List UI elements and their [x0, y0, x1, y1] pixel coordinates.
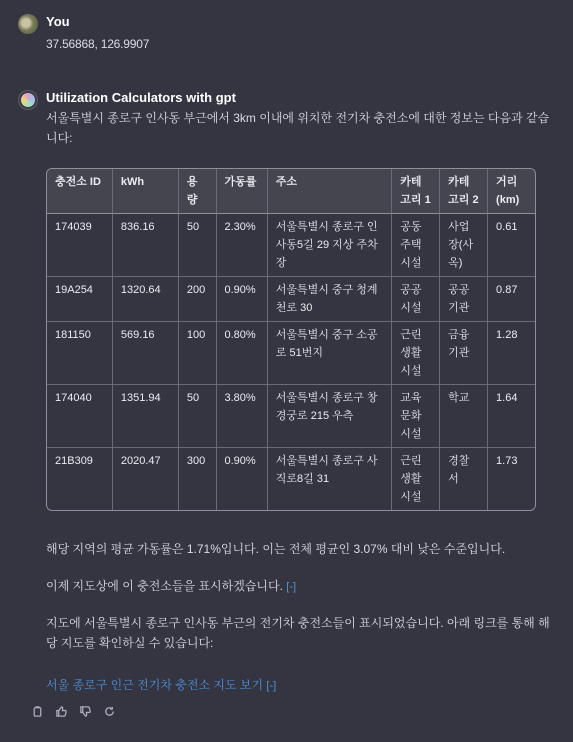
code-toggle-icon[interactable]: [-]: [286, 581, 297, 593]
cell-address: 서울특별시 종로구 인사동5길 29 지상 주차장: [267, 214, 392, 276]
cell-category-1: 근린 생활 시설: [391, 447, 439, 510]
cell-utilization: 2.30%: [216, 214, 267, 276]
user-avatar: [18, 14, 38, 34]
user-message: [18, 14, 557, 58]
cell-distance: 0.61: [487, 214, 535, 276]
cell-kwh: 836.16: [112, 214, 178, 276]
cell-capacity: 100: [178, 321, 216, 384]
assistant-author: Utilization Calculators with gpt: [46, 90, 236, 105]
cell-capacity: 300: [178, 447, 216, 510]
cell-kwh: 2020.47: [112, 447, 178, 510]
header-station-id: 충전소 ID: [47, 169, 112, 214]
table-row: [47, 384, 535, 447]
cell-utilization: 3.80%: [216, 384, 267, 447]
map-intro-text: 이제 지도상에 이 충전소들을 표시하겠습니다.: [46, 579, 283, 593]
cell-category-1: 근린 생활 시설: [391, 321, 439, 384]
table-row: [47, 276, 535, 321]
table-row: [47, 447, 535, 510]
cell-category-2: 금융 기관: [439, 321, 487, 384]
cell-category-1: 교육 문화 시설: [391, 384, 439, 447]
header-distance: 거리 (km): [487, 169, 535, 214]
map-intro-line: [46, 576, 557, 597]
header-kwh: kWh: [112, 169, 178, 214]
cell-category-2: 공공 기관: [439, 276, 487, 321]
cell-address: 서울특별시 종로구 사직로8길 31: [267, 447, 392, 510]
message-actions: [30, 704, 116, 718]
cell-kwh: 1351.94: [112, 384, 178, 447]
cell-utilization: 0.90%: [216, 447, 267, 510]
cell-category-1: 공공 시설: [391, 276, 439, 321]
header-utilization: 가동률: [216, 169, 267, 214]
cell-distance: 0.87: [487, 276, 535, 321]
header-address: 주소: [267, 169, 392, 214]
map-done-text: 지도에 서울특별시 종로구 인사동 부근의 전기차 충전소들이 표시되었습니다. 아래 링크를 통해 해당 지도를 확인하실 수 있습니다:: [46, 616, 550, 650]
table-row: [47, 214, 535, 276]
thumbs-up-icon[interactable]: [54, 704, 68, 718]
user-message-text: 37.56868, 126.9907: [46, 37, 150, 51]
assistant-intro: 서울특별시 종로구 인사동 부근에서 3km 이내에 위치한 전기차 충전소에 대한 정보는 다음과 같습니다:: [46, 111, 550, 145]
cell-address: 서울특별시 중구 소공로 51번지: [267, 321, 392, 384]
cell-distance: 1.73: [487, 447, 535, 510]
cell-station-id: 181150: [47, 321, 112, 384]
gpt-avatar: [18, 90, 38, 110]
assistant-message: [18, 90, 557, 730]
cell-kwh: 569.16: [112, 321, 178, 384]
cell-utilization: 0.80%: [216, 321, 267, 384]
user-author: You: [46, 14, 70, 29]
table-header-row: [47, 169, 535, 214]
cell-capacity: 50: [178, 384, 216, 447]
table-wrapper: [46, 168, 557, 511]
cell-station-id: 174040: [47, 384, 112, 447]
thumbs-down-icon[interactable]: [78, 704, 92, 718]
code-toggle-icon-2[interactable]: [-]: [266, 680, 277, 692]
header-category-2: 카테고리 2: [439, 169, 487, 214]
cell-category-2: 학교: [439, 384, 487, 447]
charging-station-table: [46, 168, 536, 511]
copy-icon[interactable]: [30, 704, 44, 718]
cell-category-2: 경찰 서: [439, 447, 487, 510]
cell-station-id: 19A254: [47, 276, 112, 321]
cell-utilization: 0.90%: [216, 276, 267, 321]
map-link[interactable]: 서울 종로구 인근 전기차 충전소 지도 보기: [46, 678, 264, 692]
cell-station-id: 21B309: [47, 447, 112, 510]
cell-address: 서울특별시 종로구 창경궁로 215 우측: [267, 384, 392, 447]
header-capacity: 용량: [178, 169, 216, 214]
cell-distance: 1.64: [487, 384, 535, 447]
cell-station-id: 174039: [55, 221, 92, 233]
cell-distance: 1.28: [487, 321, 535, 384]
table-row: [47, 321, 535, 384]
regenerate-icon[interactable]: [102, 704, 116, 718]
average-utilization-text: 해당 지역의 평균 가동률은 1.71%입니다. 이는 전체 평균인 3.07% 대비 낮은 수준입니다.: [46, 542, 506, 556]
cell-kwh: 1320.64: [112, 276, 178, 321]
cell-address: 서울특별시 중구 청계천로 30: [267, 276, 392, 321]
cell-category-1: 공동 주택 시설: [391, 214, 439, 276]
cell-capacity: 200: [178, 276, 216, 321]
cell-capacity: 50: [178, 214, 216, 276]
map-link-line: [46, 675, 557, 696]
cell-category-2: 사업 장(사 옥): [439, 214, 487, 276]
header-category-1: 카테고리 1: [391, 169, 439, 214]
